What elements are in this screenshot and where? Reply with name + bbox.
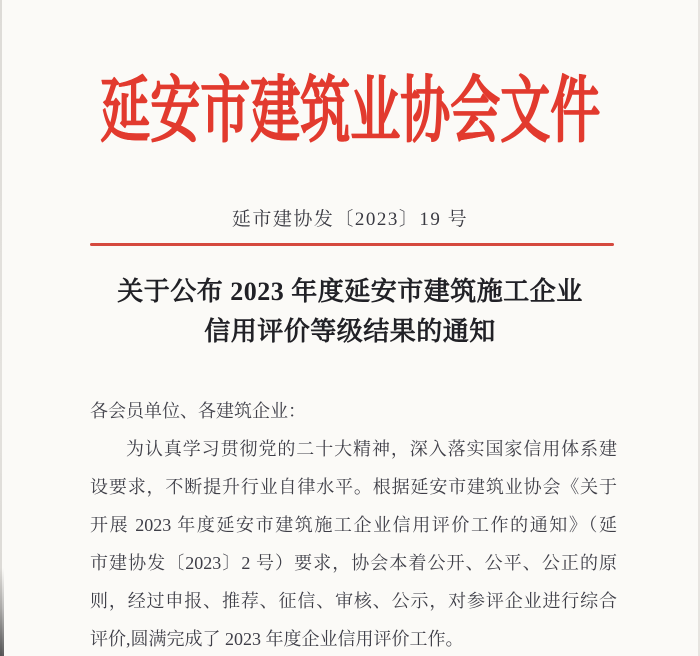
scan-corner-smudge: [0, 568, 4, 656]
red-divider-line: [90, 243, 614, 246]
body-line: 市建协发〔2023〕2 号）要求，协会本着公开、公平、公正的原: [90, 553, 617, 573]
body-line: 设要求，不断提升行业自律水平。根据延安市建筑业协会《关于: [90, 477, 617, 497]
document-body: [90, 392, 617, 656]
body-line: 开展 2023 年度延安市建筑施工企业信用评价工作的通知》（延: [90, 515, 617, 535]
salutation-line: 各会员单位、各建筑企业：: [90, 401, 306, 421]
notice-title-line-2: 信用评价等级结果的通知: [204, 317, 496, 346]
document-masthead: [0, 59, 700, 151]
body-line: 则，经过申报、推荐、征信、审核、公示，对参评企业进行综合: [90, 591, 617, 611]
body-line: 评价,圆满完成了 2023 年度企业信用评价工作。: [90, 629, 464, 649]
notice-title-line-1: 关于公布 2023 年度延安市建筑施工企业: [117, 277, 583, 306]
document-number: 延市建协发〔2023〕19 号: [231, 209, 469, 230]
body-line: 为认真学习贯彻党的二十大精神，深入落实国家信用体系建: [126, 439, 617, 459]
masthead-title: 延安市建筑业协会文件: [100, 70, 600, 152]
notice-title: [0, 272, 700, 352]
